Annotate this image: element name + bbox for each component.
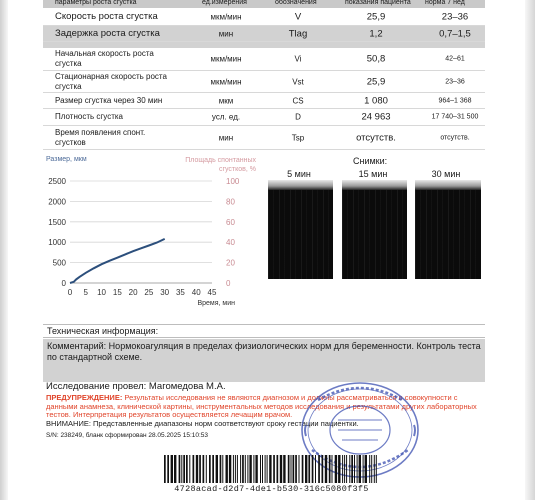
table-row <box>43 71 485 93</box>
row-name: Размер сгустка через 30 мин <box>55 95 163 105</box>
barcode-bar <box>283 455 285 483</box>
header-symbol: обозначения <box>275 0 317 6</box>
row-unit: усл. ед. <box>211 112 241 122</box>
snapshot-image <box>268 180 333 279</box>
barcode-bar <box>322 455 324 483</box>
barcode-bar <box>186 455 188 483</box>
barcode-bar <box>226 455 228 483</box>
barcode-bar <box>332 455 333 483</box>
snapshot-label: 30 мин <box>431 169 461 179</box>
barcode-bar <box>277 455 279 483</box>
chart-ytick-label: 1000 <box>48 238 66 248</box>
row-unit: мкм/мин <box>210 12 242 22</box>
row-unit: мин <box>218 29 234 38</box>
barcode-bar <box>351 455 353 483</box>
barcode-bar <box>269 455 271 483</box>
row-norm: 964–1 368 <box>438 97 472 104</box>
barcode-bar <box>354 455 355 483</box>
barcode-bar <box>245 455 246 483</box>
barcode-bar <box>288 455 290 483</box>
table-row <box>43 9 485 26</box>
row-unit: мкм <box>218 96 234 105</box>
barcode-bar <box>247 455 248 483</box>
chart-y2tick-label: 100 <box>226 177 240 186</box>
warning-label: ПРЕДУПРЕЖДЕНИЕ: <box>46 393 123 402</box>
barcode-bar <box>338 455 340 483</box>
row-name: Плотность сгустка <box>55 112 123 121</box>
barcode-bar <box>260 455 261 483</box>
barcode-bar <box>293 455 295 483</box>
barcode-bar <box>237 455 238 483</box>
chart-series-line <box>70 239 165 283</box>
barcode-bar <box>209 455 211 483</box>
snapshots-title: Снимки: <box>353 156 388 166</box>
barcode-bar <box>273 455 275 483</box>
row-name: Задержка роста сгустка <box>55 27 160 39</box>
barcode-bar <box>220 455 222 483</box>
barcode-bar <box>371 455 372 483</box>
barcode-bar <box>329 455 331 483</box>
chart-xtick-label: 10 <box>97 288 107 297</box>
barcode-icon <box>164 455 379 483</box>
barcode-bar <box>203 455 205 483</box>
barcode-bar <box>249 455 251 483</box>
row-symbol: V <box>294 11 302 23</box>
chart-xtick-label: 30 <box>160 288 170 297</box>
barcode-bar <box>171 455 173 483</box>
barcode-bar <box>193 455 195 483</box>
barcode-bar <box>312 455 314 483</box>
barcode-bar <box>216 455 218 483</box>
barcode-bar <box>206 455 207 483</box>
row-value: 25,9 <box>366 76 386 87</box>
row-norm: 23–36 <box>445 78 465 85</box>
row-norm: 0,7–1,5 <box>439 28 471 39</box>
barcode-bar <box>222 455 223 483</box>
barcode-bar <box>315 455 316 483</box>
barcode-bar <box>376 455 377 483</box>
barcode-bar <box>308 455 310 483</box>
table-row <box>43 48 485 71</box>
chart-xtick-label: 45 <box>207 288 217 297</box>
row-symbol: CS <box>292 96 304 105</box>
barcode-bar <box>262 455 263 483</box>
page-edge-right <box>525 0 535 500</box>
chart-y2tick-label: 20 <box>226 258 235 268</box>
barcode-bar <box>295 455 297 483</box>
chart-y2tick-label: 60 <box>226 217 235 227</box>
table-row <box>43 109 485 126</box>
chart-y2tick-label: 0 <box>226 279 231 288</box>
row-unit: мин <box>218 133 234 142</box>
barcode-bar <box>344 455 345 483</box>
chart-ytick-label: 1500 <box>48 217 66 227</box>
row-norm: 42–61 <box>445 55 465 63</box>
barcode-bar <box>369 455 370 483</box>
row-unit: мкм/мин <box>210 54 242 64</box>
header-unit: ед.измерения <box>202 0 247 6</box>
performed-by: Исследование провел: Магомедова М.А. <box>46 381 226 392</box>
barcode-bar <box>267 455 268 483</box>
barcode-bar <box>325 455 327 483</box>
table-header <box>43 0 485 8</box>
barcode-bar <box>291 455 292 483</box>
barcode-bar <box>305 455 307 483</box>
tech-info-title: Техническая информация: <box>43 324 485 338</box>
snapshot-label: 15 мин <box>358 169 388 179</box>
row-norm: отсутств. <box>440 134 470 141</box>
row-norm: 17 740–31 500 <box>431 113 479 121</box>
row-name: Стационарная скорость роста сгустка <box>55 71 167 91</box>
barcode-bar <box>212 455 214 483</box>
barcode-bar <box>342 455 343 483</box>
barcode-bar <box>179 455 181 483</box>
row-value: 1,2 <box>369 28 383 39</box>
row-value: 24 963 <box>361 111 391 123</box>
barcode-bar <box>167 455 169 483</box>
barcode-bar <box>183 455 185 483</box>
header-param: параметры роста сгустка <box>55 0 137 6</box>
chart-xtick-label: 25 <box>144 288 154 297</box>
chart-y2tick-label: 40 <box>226 238 235 248</box>
row-symbol: Tsp <box>291 133 305 142</box>
barcode-bar <box>346 455 347 483</box>
chart-xtick-label: 20 <box>128 288 138 297</box>
snapshot-image <box>415 180 481 279</box>
barcode-bar <box>349 455 350 483</box>
chart-ytick-label: 2500 <box>48 177 66 186</box>
barcode-bar <box>365 455 367 483</box>
row-norm: 23–36 <box>441 11 469 23</box>
barcode-bar <box>253 455 254 483</box>
row-name: Скорость роста сгустка <box>55 11 158 22</box>
chart-y2tick-label: 80 <box>226 197 235 207</box>
barcode-bar <box>242 455 244 483</box>
row-symbol: Vst <box>292 77 304 86</box>
chart-ytick-label: 2000 <box>48 197 66 207</box>
row-symbol: Tlag <box>288 28 308 39</box>
row-symbol: D <box>295 112 301 122</box>
warning-body: Результаты исследования не являются диагнозом и должны рассматриваться в совокупности с данными анамнеза, клинической картины, инструментальных методов исследования и результатами других лабораторных тестов. Интерпретация результатов осуществляется лечащим врачом. <box>46 393 477 419</box>
clot-growth-chart <box>40 150 256 315</box>
barcode-bar <box>363 455 364 483</box>
snapshot-label: 5 мин <box>287 169 311 179</box>
header-norm: норма 7 нед <box>425 0 465 6</box>
barcode-bar <box>265 455 266 483</box>
row-value: 50,8 <box>366 53 386 65</box>
attention-note: ВНИМАНИЕ: Представленные диапазоны норм соответствуют сроку гестации пациентки. <box>46 419 359 428</box>
barcode-bar <box>335 455 337 483</box>
chart-svg <box>40 150 240 315</box>
chart-xtick-label: 40 <box>191 288 201 297</box>
row-unit: мкм/мин <box>210 77 242 86</box>
row-value: 1 080 <box>364 95 388 106</box>
row-name: Начальная скорость роста сгустка <box>55 49 154 68</box>
header-value: показания пациента <box>345 0 411 6</box>
barcode-bar <box>181 455 182 483</box>
barcode-bar <box>318 455 320 483</box>
barcode-bar <box>174 455 176 483</box>
barcode-bar <box>280 455 282 483</box>
barcode-bar <box>255 455 257 483</box>
chart-xtick-label: 15 <box>112 288 122 297</box>
barcode-bar <box>302 455 304 483</box>
barcode-bar <box>374 455 375 483</box>
barcode-bar <box>359 455 361 483</box>
chart-y2label: Площадь спонтанных сгустков, % <box>185 157 256 173</box>
barcode-text: 4728acad-d2d7-4de1-b530-316c5080f3f5 <box>174 484 369 494</box>
chart-xtick-label: 0 <box>67 288 73 297</box>
chart-xtick-label: 35 <box>175 288 185 297</box>
row-symbol: Vi <box>294 54 302 64</box>
page-edge-left <box>0 0 8 500</box>
chart-xtick-label: 5 <box>83 288 89 297</box>
snapshot-image <box>342 180 407 279</box>
comment-box: Комментарий: Нормокоагуляция в пределах физиологических норм для беременности. Контроль теста по стандартной схеме. <box>43 339 485 382</box>
barcode-bar <box>196 455 198 483</box>
barcode-bar <box>229 455 231 483</box>
chart-ylabel: Размер, мкм <box>46 156 87 163</box>
barcode-bar <box>189 455 190 483</box>
table-row <box>43 126 485 150</box>
row-value: отсутств. <box>356 132 396 143</box>
barcode-bar <box>357 455 358 483</box>
barcode-bar <box>233 455 234 483</box>
table-row <box>43 26 485 42</box>
chart-xlabel: Время, мин <box>197 300 235 307</box>
barcode-bar <box>235 455 236 483</box>
barcode-bar <box>240 455 241 483</box>
table-row <box>43 93 485 109</box>
row-value: 25,9 <box>366 11 386 23</box>
barcode-bar <box>199 455 201 483</box>
row-name: Время появления спонт. сгустков <box>55 127 146 147</box>
chart-ytick-label: 500 <box>52 258 66 268</box>
chart-ytick-label: 0 <box>61 279 66 288</box>
serial-number: S/N: 238249, бланк сформирован 28.05.2025 15:10:53 <box>46 432 209 439</box>
barcode-bar <box>299 455 300 483</box>
barcode-bar <box>164 455 166 483</box>
